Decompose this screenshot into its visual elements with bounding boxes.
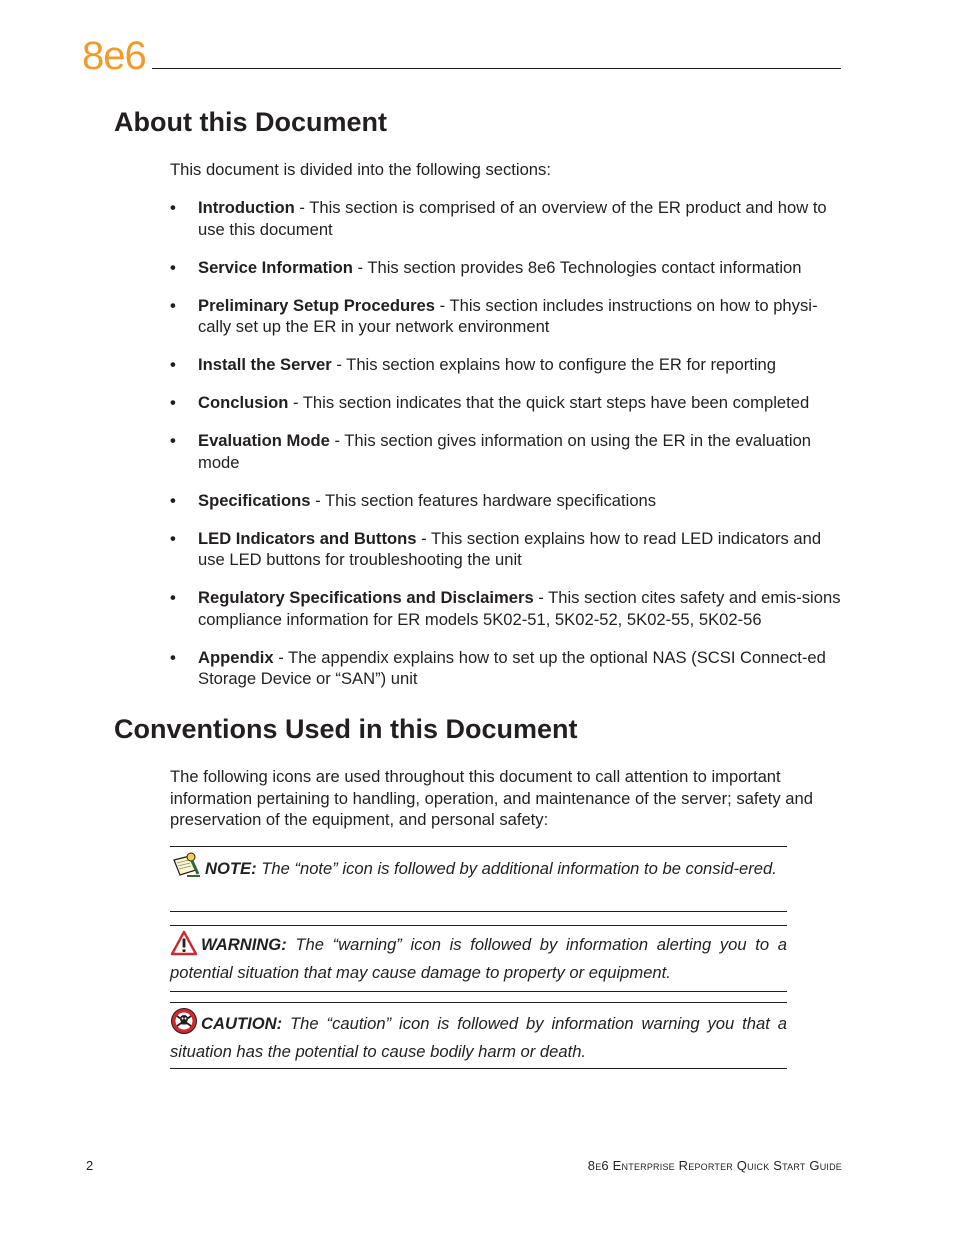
about-intro: This document is divided into the following sections: xyxy=(170,160,551,179)
list-item-desc: - This section explains how to configure the ER for reporting xyxy=(331,355,776,374)
list-item-term: Service Information xyxy=(198,257,353,277)
list-item-desc: - This section includes instructions on how to physi-cally set up the ER in your network environment xyxy=(198,295,818,336)
list-item: • Specifications - This section features hardware specifications xyxy=(170,490,657,510)
section-title-about: About this Document xyxy=(114,107,387,137)
caution-label: CAUTION: xyxy=(201,1014,283,1033)
header-rule xyxy=(152,68,841,69)
callout-rule xyxy=(170,925,787,926)
caution-callout xyxy=(170,1007,787,1062)
section-title-conventions: Conventions Used in this Document xyxy=(114,714,578,744)
list-item-term: Introduction xyxy=(198,198,295,217)
list-item: • LED Indicators and Buttons - This section explains how to read LED indicators and use LED buttons for troubleshooting the unit xyxy=(170,528,822,569)
callout-rule xyxy=(170,1002,787,1003)
conventions-intro: The following icons are used throughout this document to call attention to important information pertaining to handling, operation, and maintenance of the server; safety and preservation of the equipment, and personal safety: xyxy=(170,767,813,829)
caution-icon xyxy=(170,1007,198,1041)
guide-title: 8e6 Enterprise Reporter Quick Start Guide xyxy=(587,1158,842,1173)
list-item: • Evaluation Mode - This section gives information on using the ER in the evaluation mode xyxy=(170,431,812,472)
caution-text: The “caution” icon is followed by information warning you that a situation has the potential to cause bodily harm or death. xyxy=(170,1014,787,1061)
list-item-term: Conclusion xyxy=(198,393,289,412)
list-item: • Appendix - The appendix explains how to set up the optional NAS (SCSI Connect-ed Storage Device or “SAN”) unit xyxy=(170,647,826,688)
list-item-term: Specifications xyxy=(198,490,311,510)
warning-callout xyxy=(170,930,787,983)
list-item-desc: - This section gives information on using the ER in the evaluation mode xyxy=(198,431,812,472)
list-item-term: Preliminary Setup Procedures xyxy=(198,295,436,315)
note-callout xyxy=(170,852,787,886)
brand-logo: 8e6 xyxy=(82,34,146,78)
list-item-term: Evaluation Mode xyxy=(198,431,330,450)
list-item-term: Install the Server xyxy=(198,355,332,374)
list-item-desc: - The appendix explains how to set up the optional NAS (SCSI Connect-ed Storage Device or “SAN”) unit xyxy=(198,647,826,688)
note-label: NOTE: xyxy=(205,859,257,878)
note-icon xyxy=(170,852,202,886)
list-item-desc: - This section is comprised of an overview of the ER product and how to use this document xyxy=(198,198,827,239)
callout-rule xyxy=(170,846,787,847)
list-item: • Service Information - This section provides 8e6 Technologies contact information xyxy=(170,257,802,277)
callout-rule xyxy=(170,1068,787,1069)
warning-text: The “warning” icon is followed by information alerting you to a potential situation that may cause damage to property or equipment. xyxy=(170,935,787,982)
list-item-term: Appendix xyxy=(198,647,274,667)
list-item: • Introduction - This section is comprised of an overview of the ER product and how to use this document xyxy=(170,198,827,239)
list-item-desc: - This section provides 8e6 Technologies contact information xyxy=(352,257,802,277)
list-item-desc: - This section cites safety and emis-sions compliance information for ER models 5K02-51, 5K02-52, 5K02-55, 5K02-56 xyxy=(198,588,841,629)
list-item: • Preliminary Setup Procedures - This section includes instructions on how to physi-cally set up the ER in your network environment xyxy=(170,295,818,336)
list-item: • Conclusion - This section indicates that the quick start steps have been completed xyxy=(170,393,810,412)
list-item: • Regulatory Specifications and Disclaimers - This section cites safety and emis-sions compliance information for ER models 5K02-51, 5K02-52, 5K02-55, 5K02-56 xyxy=(170,588,841,629)
callout-rule xyxy=(170,991,787,992)
list-item-desc: - This section features hardware specifications xyxy=(310,490,657,510)
list-item-desc: - This section indicates that the quick start steps have been completed xyxy=(288,393,810,412)
warning-icon xyxy=(170,930,198,962)
list-item-term: LED Indicators and Buttons xyxy=(198,528,417,548)
list-item: • Install the Server - This section explains how to configure the ER for reporting xyxy=(170,355,776,374)
note-text: The “note” icon is followed by additional information to be consid-ered. xyxy=(256,859,777,878)
list-item-desc: - This section explains how to read LED indicators and use LED buttons for troubleshooting the unit xyxy=(198,528,822,569)
page-number: 2 xyxy=(86,1158,94,1173)
warning-label: WARNING: xyxy=(201,935,287,954)
section-list xyxy=(170,197,842,706)
list-item-term: Regulatory Specifications and Disclaimers xyxy=(198,588,534,607)
callout-rule xyxy=(170,911,787,912)
